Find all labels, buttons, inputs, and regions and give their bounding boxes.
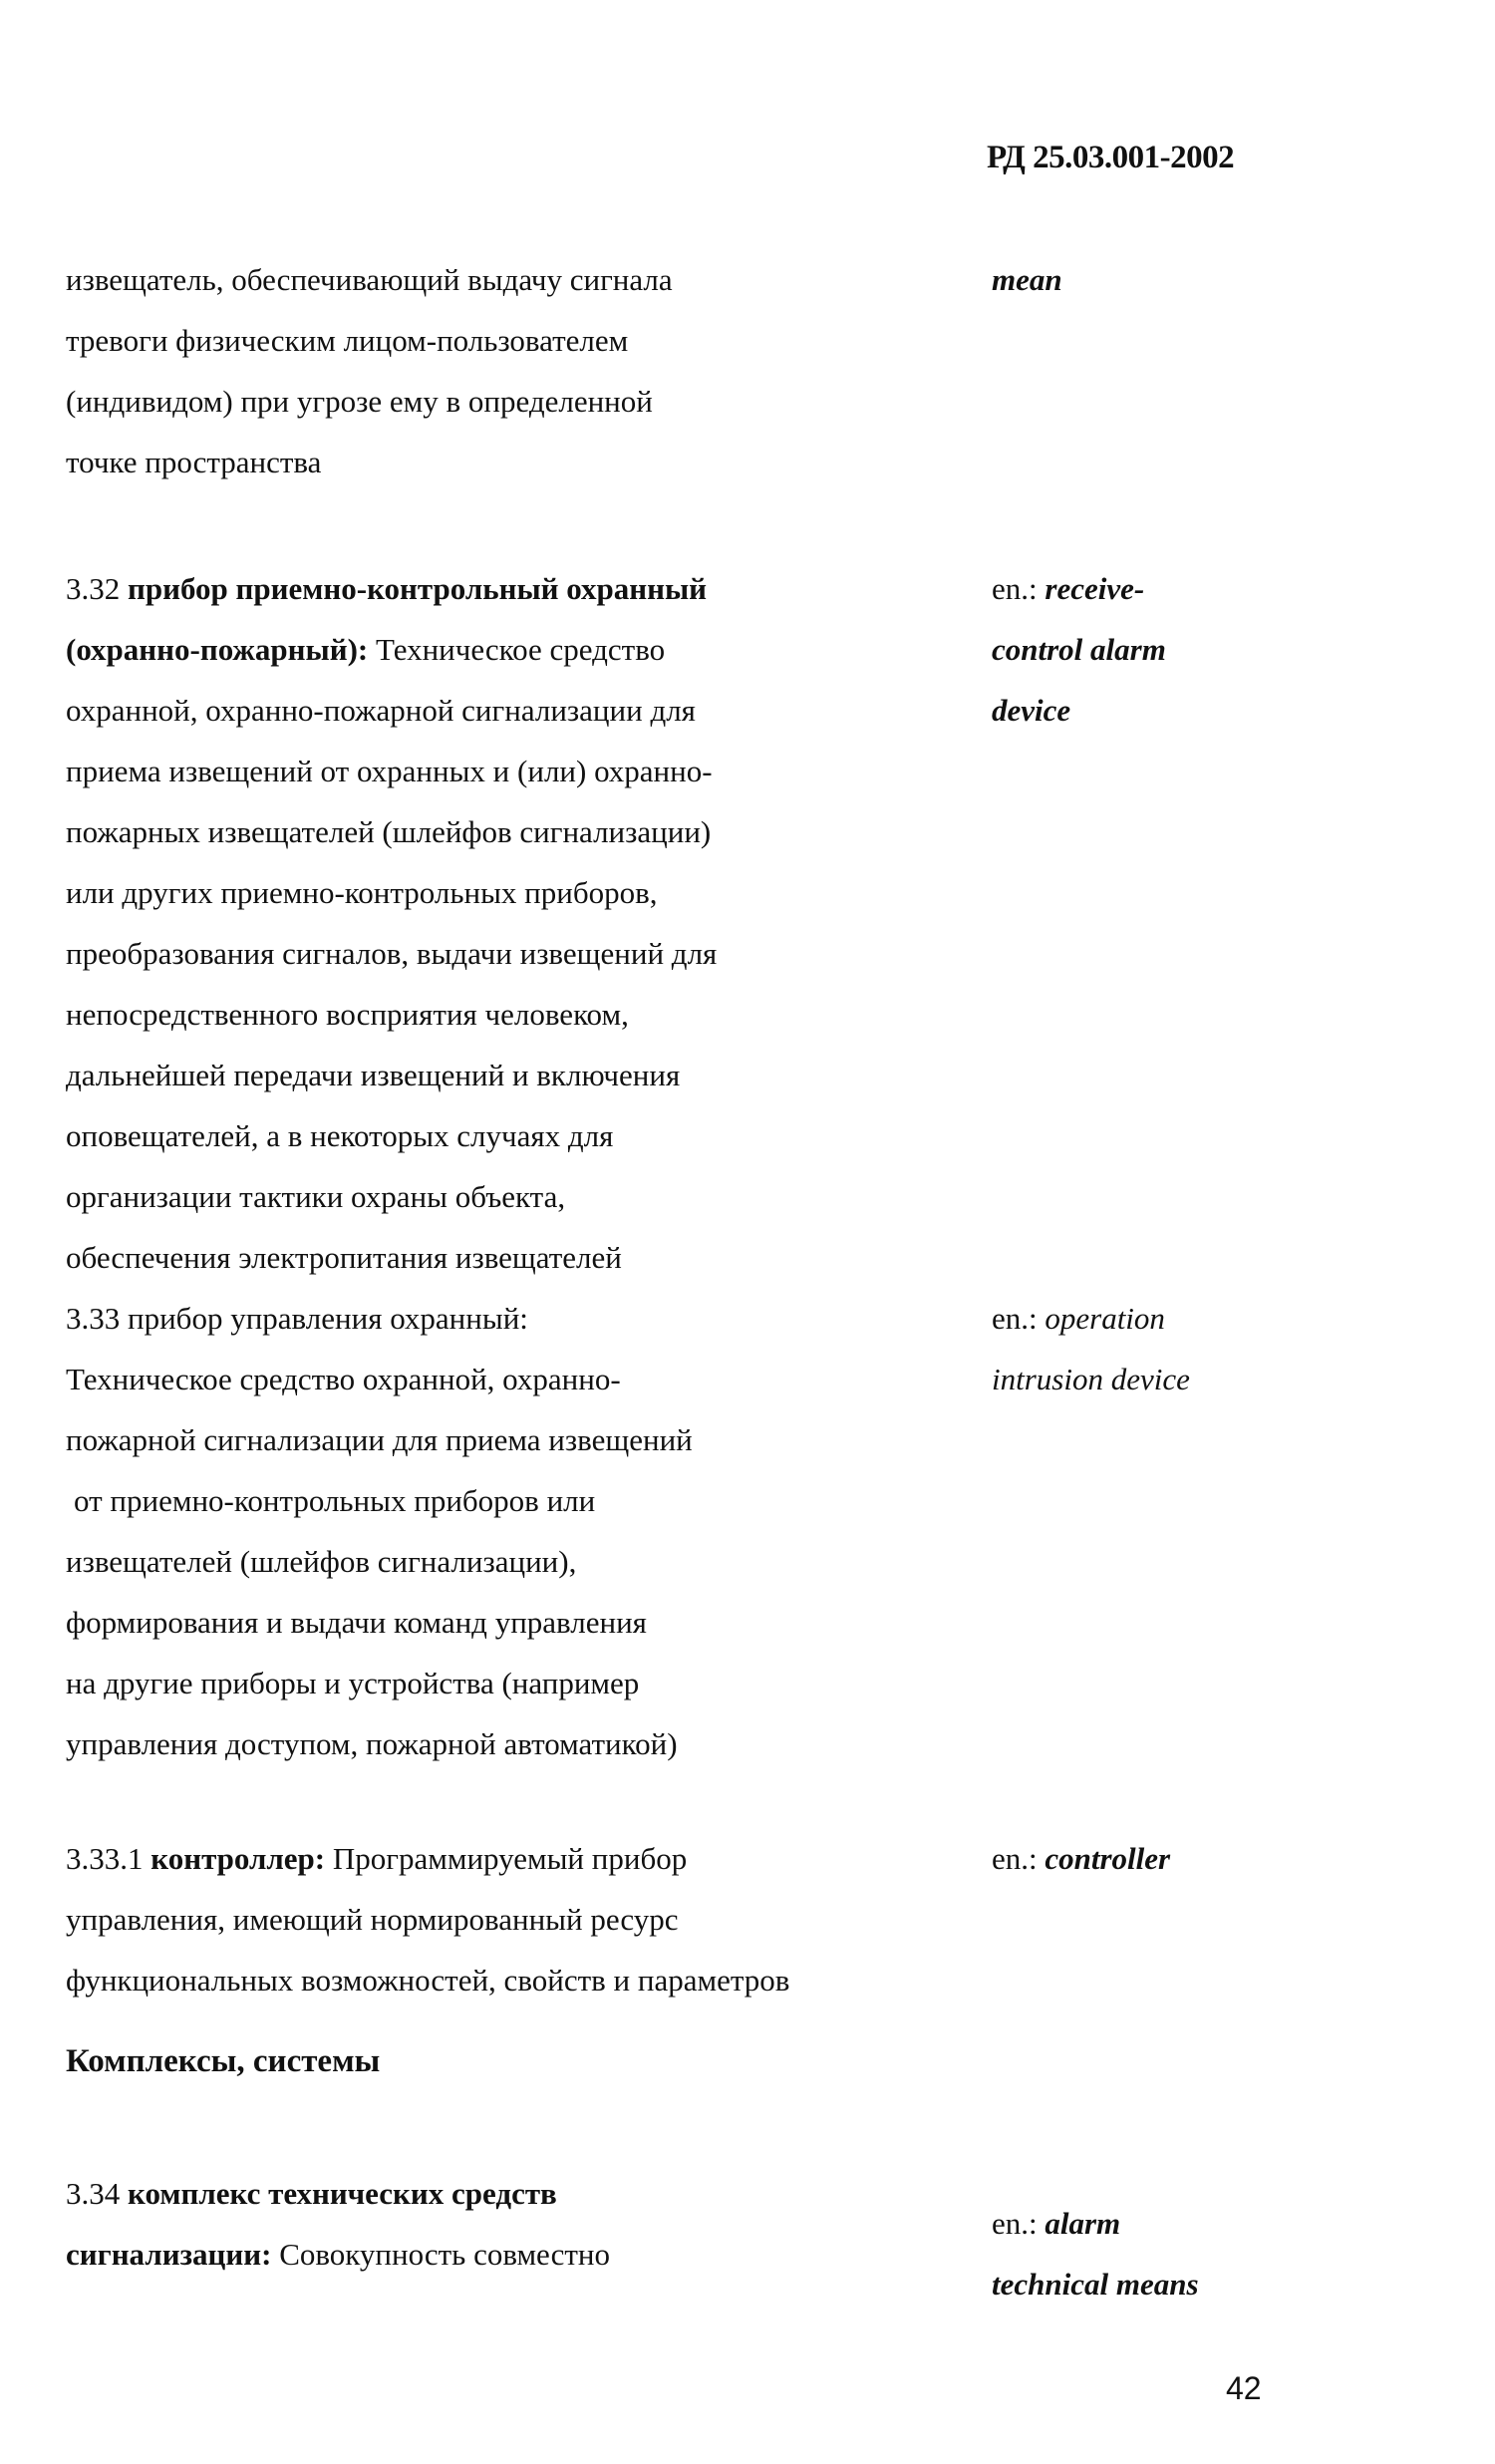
en-prefix: en.: bbox=[992, 1301, 1038, 1336]
text-line: оповещателей, а в некоторых случаях для bbox=[66, 1118, 614, 1153]
text-line: приема извещений от охранных и (или) охранно- bbox=[66, 754, 713, 788]
english-term: device bbox=[992, 693, 1071, 728]
text-line bbox=[66, 2224, 823, 2285]
text-line: управления, имеющий нормированный ресурс bbox=[66, 1902, 679, 1937]
text-line: формирования и выдачи команд управления bbox=[66, 1605, 647, 1640]
text-line: от приемно-контрольных приборов или bbox=[74, 1483, 596, 1518]
text-line: непосредственного восприятия человеком, bbox=[66, 997, 629, 1032]
en-prefix: en.: bbox=[992, 571, 1038, 606]
english-equivalent bbox=[992, 2193, 1410, 2314]
text-line bbox=[66, 558, 823, 619]
en-prefix: en.: bbox=[992, 2206, 1038, 2241]
text-line: на другие приборы и устройства (например bbox=[66, 1666, 640, 1700]
term-name-continuation: сигнализации: bbox=[66, 2237, 272, 2272]
text-line: дальнейшей передачи извещений и включения bbox=[66, 1058, 681, 1092]
term-3-32 bbox=[66, 558, 823, 1288]
term-number: 3.32 bbox=[66, 571, 121, 606]
text-line: извещателей (шлейфов сигнализации), bbox=[66, 1544, 577, 1579]
text-line: обеспечения электропитания извещателей bbox=[66, 1240, 622, 1275]
term-name: контроллер: bbox=[150, 1841, 326, 1876]
term-name: комплекс технических средств bbox=[128, 2176, 557, 2211]
english-term: mean bbox=[992, 262, 1062, 297]
text-line bbox=[66, 1828, 823, 1889]
text-line: (индивидом) при угрозе ему в определенной bbox=[66, 384, 653, 419]
text-line bbox=[992, 558, 1410, 619]
english-equivalent bbox=[992, 249, 1410, 310]
text-line: тревоги физическим лицом-пользователем bbox=[66, 323, 629, 358]
definition-start: Программируемый прибор bbox=[332, 1841, 688, 1876]
text-line: точке пространства bbox=[66, 445, 322, 479]
term-3-34 bbox=[66, 2163, 823, 2285]
english-equivalent bbox=[992, 1288, 1410, 1409]
text-line bbox=[992, 1288, 1410, 1349]
text-line: или других приемно-контрольных приборов, bbox=[66, 875, 658, 910]
english-equivalent bbox=[992, 1828, 1410, 1889]
text-line: Техническое средство охранной, охранно- bbox=[66, 1362, 621, 1396]
text-line: преобразования сигналов, выдачи извещений для bbox=[66, 936, 718, 971]
text-line bbox=[66, 619, 823, 680]
text-line: извещатель, обеспечивающий выдачу сигнала bbox=[66, 262, 673, 297]
definition-start: Совокупность совместно bbox=[279, 2237, 610, 2272]
text-line: охранной, охранно-пожарной сигнализации для bbox=[66, 693, 696, 728]
term-number: 3.33.1 bbox=[66, 1841, 144, 1876]
text-line bbox=[992, 2193, 1410, 2254]
english-term: technical means bbox=[992, 2267, 1199, 2302]
term-name-continuation: (охранно-пожарный): bbox=[66, 632, 369, 667]
text-line: пожарных извещателей (шлейфов сигнализации) bbox=[66, 814, 712, 849]
english-term: intrusion device bbox=[992, 1362, 1190, 1396]
term-3-33-1 bbox=[66, 1828, 823, 2010]
section-heading: Комплексы, системы bbox=[66, 2043, 381, 2079]
text-line: организации тактики охраны объекта, bbox=[66, 1179, 566, 1214]
term-3-33 bbox=[66, 1288, 823, 1774]
definition-start: Техническое средство bbox=[375, 632, 666, 667]
text-line: пожарной сигнализации для приема извещений bbox=[66, 1422, 693, 1457]
english-equivalent bbox=[992, 558, 1410, 741]
page-number: 42 bbox=[1226, 2370, 1262, 2406]
term-name: прибор приемно-контрольный охранный bbox=[128, 571, 708, 606]
en-prefix: en.: bbox=[992, 1841, 1038, 1876]
text-line bbox=[66, 2163, 823, 2224]
english-term: operation bbox=[1045, 1301, 1165, 1336]
term-continuation-text bbox=[66, 249, 823, 492]
english-term: control alarm bbox=[992, 632, 1166, 667]
english-term: receive- bbox=[1045, 571, 1145, 606]
document-code-header: РД 25.03.001-2002 bbox=[987, 140, 1235, 175]
text-line: функциональных возможностей, свойств и параметров bbox=[66, 1963, 790, 1998]
term-number: 3.34 bbox=[66, 2176, 121, 2211]
text-line: управления доступом, пожарной автоматикой) bbox=[66, 1726, 678, 1761]
english-term: alarm bbox=[1045, 2206, 1121, 2241]
text-line: 3.33 прибор управления охранный: bbox=[66, 1301, 528, 1336]
text-line bbox=[992, 1828, 1410, 1889]
english-term: controller bbox=[1045, 1841, 1171, 1876]
